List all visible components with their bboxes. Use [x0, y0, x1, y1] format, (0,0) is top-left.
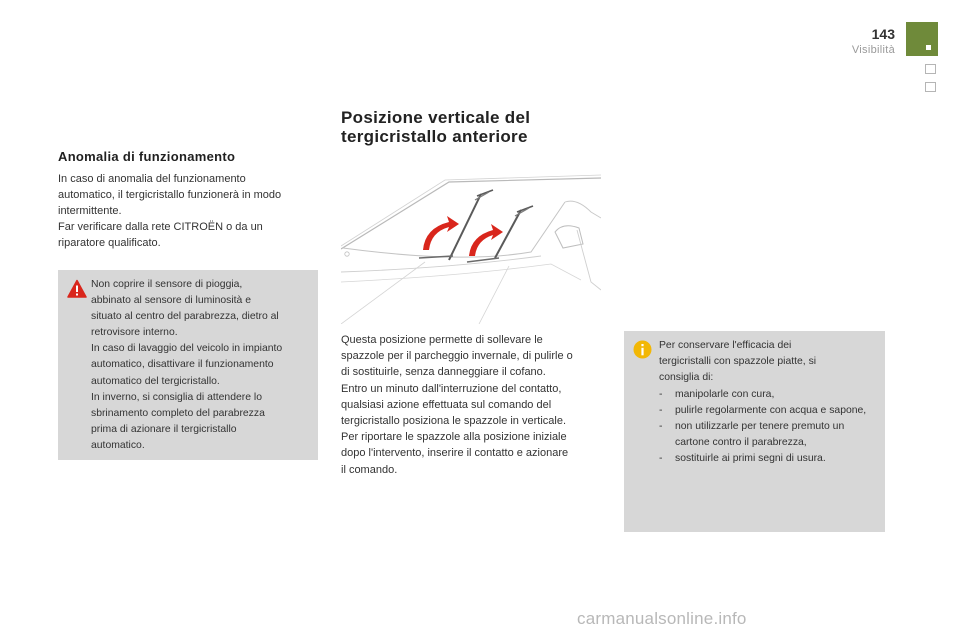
- section-heading-vertical-position: Posizione verticale del tergicristallo anteriore: [341, 108, 531, 146]
- list-item: [659, 403, 881, 419]
- vertical-position-paragraph: Questa posizione permette di sollevare le spazzole per il parcheggio invernale, di pulirle o di sostituirle, senza danneggiare il cofano. Entro un minuto dall'interruzione del contatto, qualsiasi azione effettuata sul comando del tergicristallo posiziona le spazzole in verticale. Per riportare le spazzole alla posizione iniziale dopo l'intervento, inserire il contatto e azionare il comando.: [341, 334, 573, 476]
- info-intro-text: Per conservare l'efficacia dei tergicristalli con spazzole piatte, si consiglia di:: [659, 340, 817, 384]
- list-item-text: non utilizzarle per tenere premuto un cartone contro il parabrezza,: [675, 421, 845, 449]
- warning-text: Non coprire il sensore di pioggia, abbinato al sensore di luminosità e situato al centro del parabrezza, dietro al retrovisore interno. In caso di lavaggio del veicolo in impianto automatico, disattivare il funzionamento automatico del tergicristallo. In inverno, si consiglia di attendere lo sbrinamento completo del parabrezza prima di azionare il tergicristallo automatico.: [91, 279, 283, 451]
- list-item: [659, 387, 881, 403]
- list-item-text: sostituirle ai primi segni di usura.: [675, 453, 826, 465]
- anomaly-paragraph: [58, 171, 316, 251]
- list-item: [659, 451, 881, 467]
- info-list: [659, 387, 881, 467]
- anomaly-text-dealer: Far verificare dalla rete CITROËN o da un riparatore qualificato.: [58, 221, 263, 249]
- list-item: [659, 419, 881, 451]
- list-item-text: pulirle regolarmente con acqua e sapone,: [675, 405, 867, 417]
- anomaly-text: In caso di anomalia del funzionamento automatico, il tergicristallo funzionerà in modo intermittente.: [58, 173, 282, 217]
- list-dash: -: [659, 453, 663, 465]
- wiper-vertical-position-illustration: [341, 172, 601, 324]
- warning-exclamation-icon: [67, 279, 87, 299]
- page-number: 143: [871, 26, 895, 42]
- section-title: Visibilità: [851, 44, 895, 56]
- info-note-box: [624, 331, 885, 532]
- section-heading-anomaly: Anomalia di funzionamento: [58, 149, 236, 164]
- section-marker-icon: [926, 45, 931, 50]
- red-arrow-icon: [423, 216, 459, 250]
- info-icon: [633, 340, 652, 359]
- watermark: carmanualsonline.info: [577, 609, 747, 628]
- chapter-tab-empty: [925, 82, 936, 92]
- list-dash: -: [659, 389, 663, 400]
- list-item-text: manipolarle con cura,: [675, 389, 775, 400]
- list-dash: -: [659, 405, 663, 417]
- section-tab: [906, 22, 938, 56]
- warning-note-box: [58, 270, 318, 460]
- list-dash: -: [659, 421, 663, 433]
- chapter-tab-empty: [925, 64, 936, 74]
